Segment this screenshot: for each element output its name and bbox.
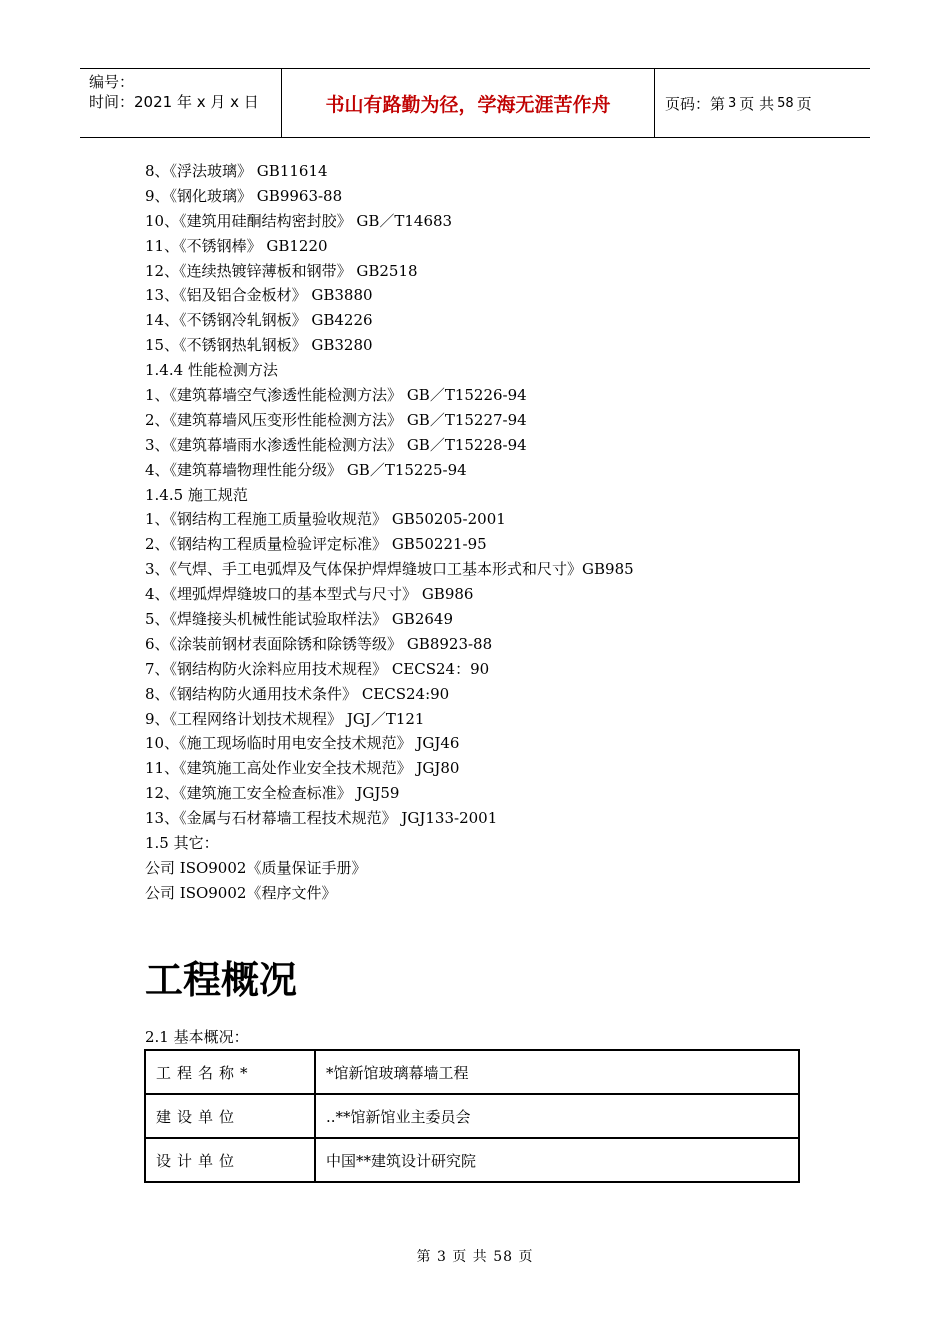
page-total: 58 [777,95,794,111]
list-item: 7、《钢结构防火涂料应用技术规程》 CECS24：90 [145,659,490,678]
document-date: 时间：2021 年 x 月 x 日 [89,93,259,111]
list-item: 14、《不锈钢冷轧钢板》 GB4226 [145,311,373,330]
list-item: 15、《不锈钢热轧钢板》 GB3280 [145,336,373,355]
document-number-label: 编号： [89,73,135,91]
list-item: 10、《建筑用硅酮结构密封胶》 GB／T14683 [145,211,453,230]
list-item: 10、《施工现场临时用电安全技术规范》 JGJ46 [145,734,460,753]
list-item: 4、《埋弧焊焊缝坡口的基本型式与尺寸》 GB986 [145,585,474,604]
list-item: 13、《金属与石材幕墙工程技术规范》 JGJ133-2001 [145,809,498,828]
table-value: 中国**建筑设计研究院 [315,1138,799,1182]
section-heading: 1.4.4 性能检测方法 [145,361,278,380]
list-item: 6、《涂装前钢材表面除锈和除锈等级》 GB8923-88 [145,634,493,653]
list-item: 11、《建筑施工高处作业安全技术规范》 JGJ80 [145,759,460,778]
list-item: 5、《焊缝接头机械性能试验取样法》 GB2649 [145,610,453,629]
page-mid: 页 共 [739,94,775,113]
list-item: 4、《建筑幕墙物理性能分级》 GB／T15225-94 [145,460,467,479]
list-item: 8、《钢结构防火通用技术条件》 CECS24:90 [145,684,450,703]
section-heading: 1.5 其它： [145,834,219,853]
basic-info-label: 2.1 基本概况： [145,1028,249,1046]
page-header [80,68,870,138]
list-item: 3、《建筑幕墙雨水渗透性能检测方法》 GB／T15228-94 [145,435,527,454]
page-prefix: 页码：第 [665,94,726,113]
list-item: 2、《钢结构工程质量检验评定标准》 GB50221-95 [145,535,487,554]
list-item: 9、《工程网络计划技术规程》 JGJ／T121 [145,709,425,728]
list-item: 公司 ISO9002《质量保证手册》 [145,858,367,877]
list-item: 9、《钢化玻璃》 GB9963-88 [145,186,343,205]
header-page-info [655,69,870,137]
list-item: 3、《气焊、手工电弧焊及气体保护焊焊缝坡口工基本形式和尺寸》GB985 [145,560,634,579]
list-item: 1、《建筑幕墙空气渗透性能检测方法》 GB／T15226-94 [145,386,527,405]
header-meta [80,69,282,137]
page-suffix: 页 [796,94,812,113]
page-footer: 第 3 页 共 58 页 [416,1249,534,1265]
section-heading: 1.4.5 施工规范 [145,485,248,504]
table-key: 工程名称* [145,1050,315,1094]
table-key: 建设单位 [145,1094,315,1138]
list-item: 公司 ISO9002《程序文件》 [145,883,337,902]
table-value: *馆新馆玻璃幕墙工程 [315,1050,799,1094]
table-row [145,1094,799,1138]
table-value: ..**馆新馆业主委员会 [315,1094,799,1138]
list-item: 12、《连续热镀锌薄板和钢带》 GB2518 [145,261,418,280]
standards-list [145,159,845,906]
list-item: 1、《钢结构工程施工质量验收规范》 GB50205-2001 [145,510,506,529]
list-item: 11、《不锈钢棒》 GB1220 [145,236,328,255]
list-item: 12、《建筑施工安全检查标准》 JGJ59 [145,784,400,803]
list-item: 2、《建筑幕墙风压变形性能检测方法》 GB／T15227-94 [145,410,527,429]
project-info-table [144,1049,800,1183]
chapter-title: 工程概况 [145,958,298,1002]
table-row [145,1138,799,1182]
list-item: 13、《铝及铝合金板材》 GB3880 [145,286,373,305]
header-motto: 书山有路勤为径，学海无涯苦作舟 [282,69,655,137]
page-number: 3 [728,95,737,111]
list-item: 8、《浮法玻璃》 GB11614 [145,162,328,180]
table-row [145,1050,799,1094]
table-key: 设计单位 [145,1138,315,1182]
